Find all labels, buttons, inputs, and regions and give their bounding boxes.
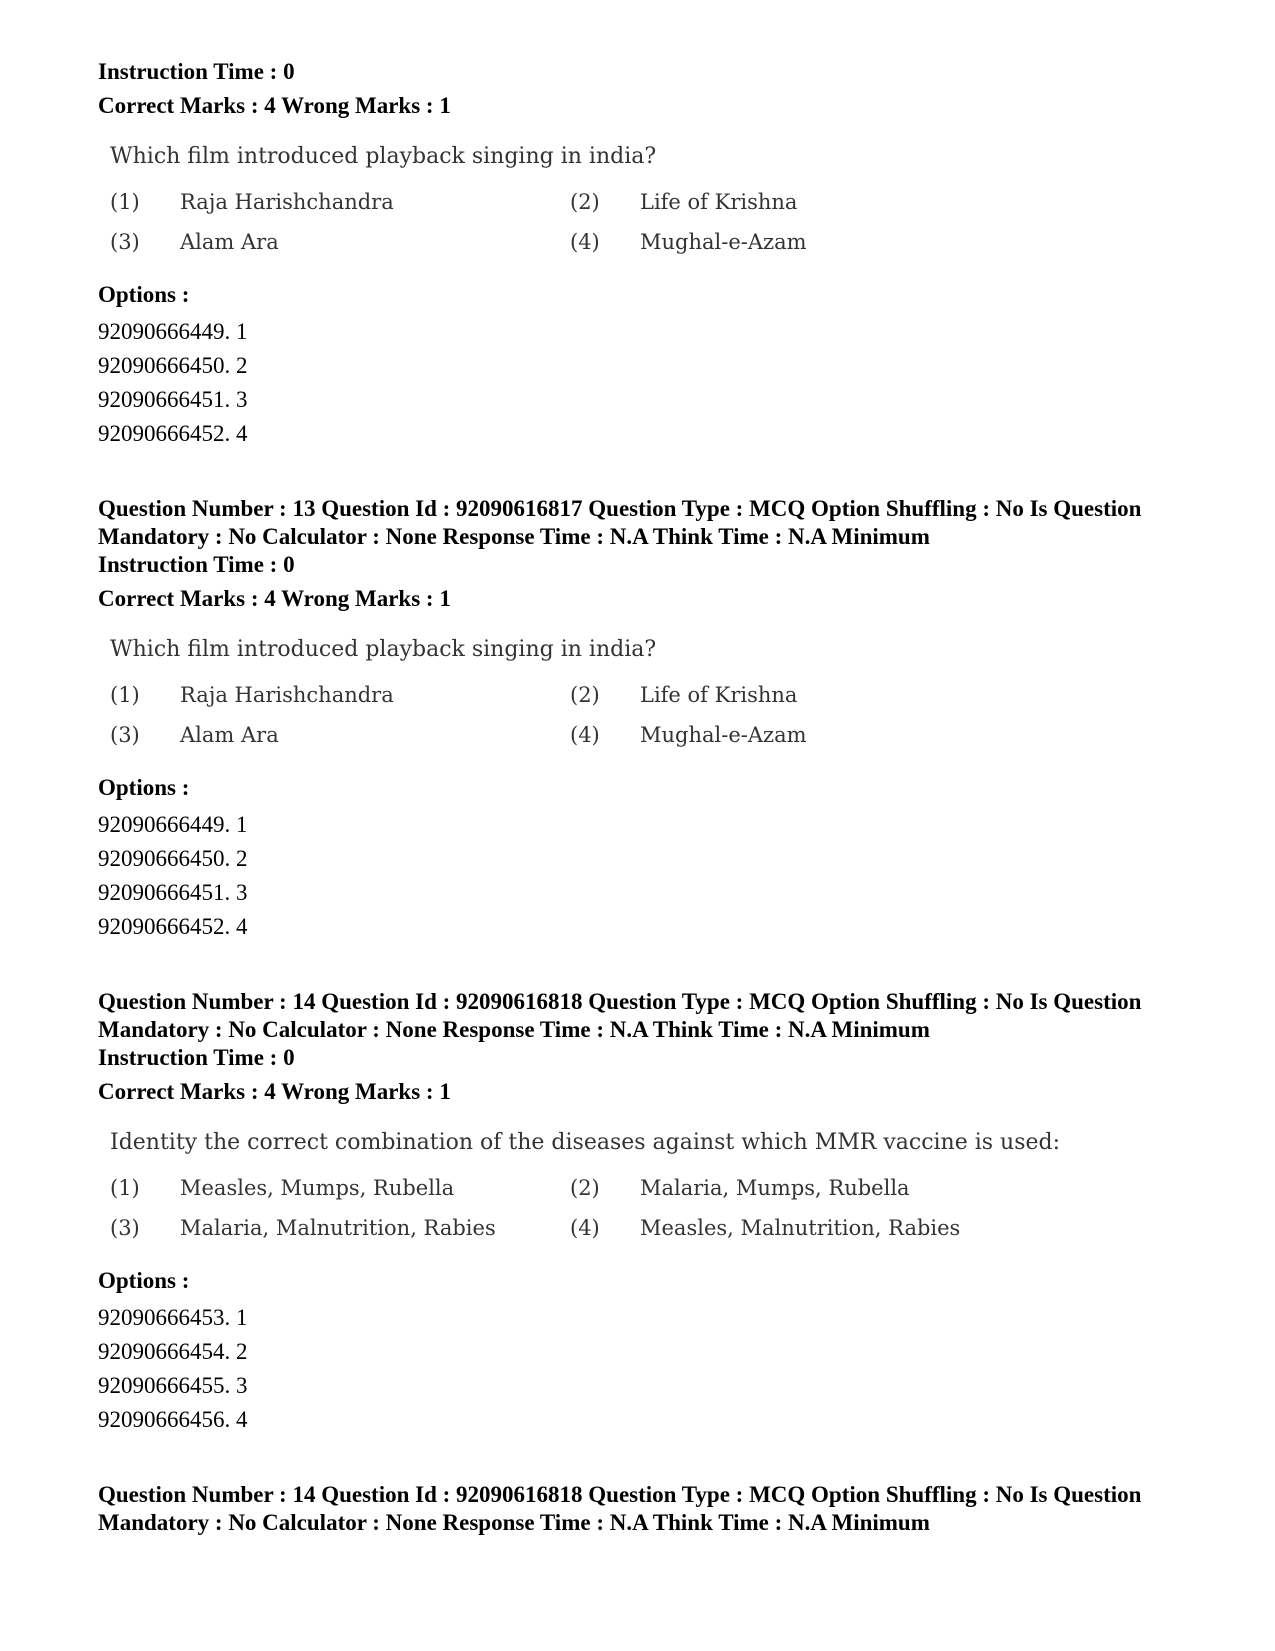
option-id: 92090666454. 2: [98, 1339, 248, 1364]
option-id: 92090666456. 4: [98, 1407, 248, 1432]
option-id-list: [98, 315, 1188, 451]
option-id: 92090666449. 1: [98, 812, 248, 837]
choice-text: Raja Harishchandra: [180, 190, 394, 214]
choice-item: [570, 680, 990, 710]
option-id: 92090666450. 2: [98, 846, 248, 871]
instruction-time: Instruction Time : 0: [98, 1045, 295, 1070]
instruction-time: Instruction Time : 0: [98, 59, 295, 84]
option-id: 92090666452. 4: [98, 914, 248, 939]
options-label: Options :: [98, 775, 190, 800]
marks-line: Correct Marks : 4 Wrong Marks : 1: [98, 586, 451, 611]
choice-item: [570, 1213, 990, 1243]
choice-text: Raja Harishchandra: [180, 683, 394, 707]
choice-number: (4): [570, 230, 600, 254]
instruction-time: Instruction Time : 0: [98, 552, 295, 577]
question-body: [110, 142, 1188, 257]
choice-item: [570, 187, 990, 217]
marks-line: Correct Marks : 4 Wrong Marks : 1: [98, 1079, 451, 1104]
question-text: Identity the correct combination of the diseases against which MMR vaccine is used:: [110, 1130, 1061, 1155]
option-id: 92090666455. 3: [98, 1373, 248, 1398]
choice-number: (4): [570, 1216, 600, 1240]
choice-text: Measles, Malnutrition, Rabies: [640, 1216, 961, 1240]
option-id: 92090666451. 3: [98, 880, 248, 905]
choice-text: Malaria, Malnutrition, Rabies: [180, 1216, 496, 1240]
choice-grid: [110, 187, 1188, 257]
choice-grid: [110, 680, 1188, 750]
question-text: Which film introduced playback singing in india?: [110, 637, 657, 662]
choice-number: (3): [110, 723, 140, 747]
option-id: 92090666450. 2: [98, 353, 248, 378]
option-id-list: [98, 808, 1188, 944]
choice-grid: [110, 1173, 1188, 1243]
options-label: Options :: [98, 1268, 190, 1293]
question-body: [110, 635, 1188, 750]
choice-number: (1): [110, 190, 140, 214]
marks-line: Correct Marks : 4 Wrong Marks : 1: [98, 93, 451, 118]
option-id: 92090666453. 1: [98, 1305, 248, 1330]
choice-number: (3): [110, 230, 140, 254]
question-header: Question Number : 14 Question Id : 92090616818 Question Type : MCQ Option Shuffling : No Is Question Mandatory : No Calculator : None Response Time : N.A Think Time : N.A Minimum: [98, 989, 1142, 1042]
options-label: Options :: [98, 282, 190, 307]
question-block: [98, 1481, 1188, 1537]
choice-item: [110, 720, 570, 750]
choice-item: [110, 227, 570, 257]
choice-text: Mughal-e-Azam: [640, 723, 807, 747]
choice-number: (4): [570, 723, 600, 747]
choice-item: [110, 187, 570, 217]
choice-text: Alam Ara: [180, 230, 279, 254]
choice-text: Life of Krishna: [640, 190, 798, 214]
question-header: Question Number : 14 Question Id : 92090616818 Question Type : MCQ Option Shuffling : No Is Question Mandatory : No Calculator : None Response Time : N.A Think Time : N.A Minimum: [98, 1482, 1142, 1535]
choice-number: (3): [110, 1216, 140, 1240]
choice-number: (2): [570, 190, 600, 214]
option-id: 92090666449. 1: [98, 319, 248, 344]
choice-number: (2): [570, 683, 600, 707]
choice-number: (1): [110, 683, 140, 707]
choice-item: [110, 1213, 570, 1243]
choice-item: [570, 1173, 990, 1203]
option-id: 92090666451. 3: [98, 387, 248, 412]
question-header: Question Number : 13 Question Id : 92090616817 Question Type : MCQ Option Shuffling : No Is Question Mandatory : No Calculator : None Response Time : N.A Think Time : N.A Minimum: [98, 496, 1142, 549]
question-body: [110, 1128, 1188, 1243]
choice-item: [570, 227, 990, 257]
option-id-list: [98, 1301, 1188, 1437]
choice-text: Mughal-e-Azam: [640, 230, 807, 254]
document-page: [98, 58, 1188, 1537]
option-id: 92090666452. 4: [98, 421, 248, 446]
choice-text: Life of Krishna: [640, 683, 798, 707]
question-text: Which film introduced playback singing in india?: [110, 144, 657, 169]
choice-number: (1): [110, 1176, 140, 1200]
choice-text: Malaria, Mumps, Rubella: [640, 1176, 910, 1200]
question-block: [98, 495, 1188, 944]
choice-number: (2): [570, 1176, 600, 1200]
choice-item: [570, 720, 990, 750]
choice-item: [110, 1173, 570, 1203]
choice-item: [110, 680, 570, 710]
choice-text: Alam Ara: [180, 723, 279, 747]
question-block: [98, 988, 1188, 1437]
question-block: [98, 58, 1188, 451]
choice-text: Measles, Mumps, Rubella: [180, 1176, 455, 1200]
